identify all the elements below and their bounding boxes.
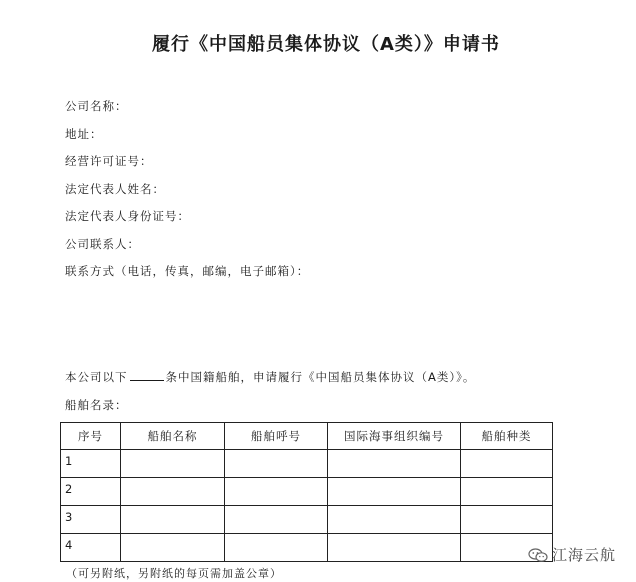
row-number: 3 bbox=[61, 506, 121, 534]
call-sign-cell[interactable] bbox=[225, 478, 328, 506]
field-legal-rep-id: 法定代表人身份证号： bbox=[65, 209, 190, 223]
application-statement bbox=[65, 369, 475, 385]
row-number: 4 bbox=[61, 534, 121, 562]
ship-list-table bbox=[60, 422, 553, 562]
imo-number-cell[interactable] bbox=[328, 478, 461, 506]
document-title: 履行《中国船员集体协议（A类）》申请书 bbox=[152, 34, 500, 55]
footnote: （可另附纸，另附纸的每页需加盖公章） bbox=[66, 567, 282, 580]
field-contact-methods: 联系方式（电话，传真，邮编，电子邮箱）： bbox=[65, 264, 310, 278]
header-ship-type: 船舶种类 bbox=[461, 423, 553, 450]
header-call-sign: 船舶呼号 bbox=[225, 423, 328, 450]
table-row bbox=[61, 534, 553, 562]
ship-list-label: 船舶名录： bbox=[65, 398, 128, 412]
ship-name-cell[interactable] bbox=[121, 450, 225, 478]
ship-name-cell[interactable] bbox=[121, 506, 225, 534]
header-ship-name: 船舶名称 bbox=[121, 423, 225, 450]
ship-type-cell[interactable] bbox=[461, 450, 553, 478]
header-imo-number: 国际海事组织编号 bbox=[328, 423, 461, 450]
field-license-number: 经营许可证号： bbox=[65, 154, 153, 168]
ship-name-cell[interactable] bbox=[121, 534, 225, 562]
imo-number-cell[interactable] bbox=[328, 450, 461, 478]
row-number: 1 bbox=[61, 450, 121, 478]
call-sign-cell[interactable] bbox=[225, 506, 328, 534]
call-sign-cell[interactable] bbox=[225, 450, 328, 478]
applicant-fields bbox=[65, 96, 309, 289]
call-sign-cell[interactable] bbox=[225, 534, 328, 562]
table-row bbox=[61, 478, 553, 506]
table-row bbox=[61, 506, 553, 534]
header-serial: 序号 bbox=[61, 423, 121, 450]
statement-before: 本公司以下 bbox=[65, 370, 128, 384]
field-contact-person: 公司联系人： bbox=[65, 236, 140, 251]
table-header-row bbox=[61, 423, 553, 450]
field-legal-rep-name: 法定代表人姓名： bbox=[65, 181, 165, 196]
statement-after: 条中国籍船舶，申请履行《中国船员集体协议（A类）》。 bbox=[165, 370, 476, 384]
row-number: 2 bbox=[61, 478, 121, 506]
field-company-name: 公司名称： bbox=[65, 99, 128, 113]
wechat-logo-icon bbox=[528, 548, 548, 562]
watermark-text: 江海云航 bbox=[552, 546, 617, 564]
ship-count-blank bbox=[130, 370, 164, 381]
imo-number-cell[interactable] bbox=[328, 506, 461, 534]
field-address: 地址： bbox=[65, 126, 103, 141]
ship-type-cell[interactable] bbox=[461, 478, 553, 506]
table-row bbox=[61, 450, 553, 478]
imo-number-cell[interactable] bbox=[328, 534, 461, 562]
ship-name-cell[interactable] bbox=[121, 478, 225, 506]
watermark bbox=[528, 544, 616, 565]
ship-type-cell[interactable] bbox=[461, 506, 553, 534]
